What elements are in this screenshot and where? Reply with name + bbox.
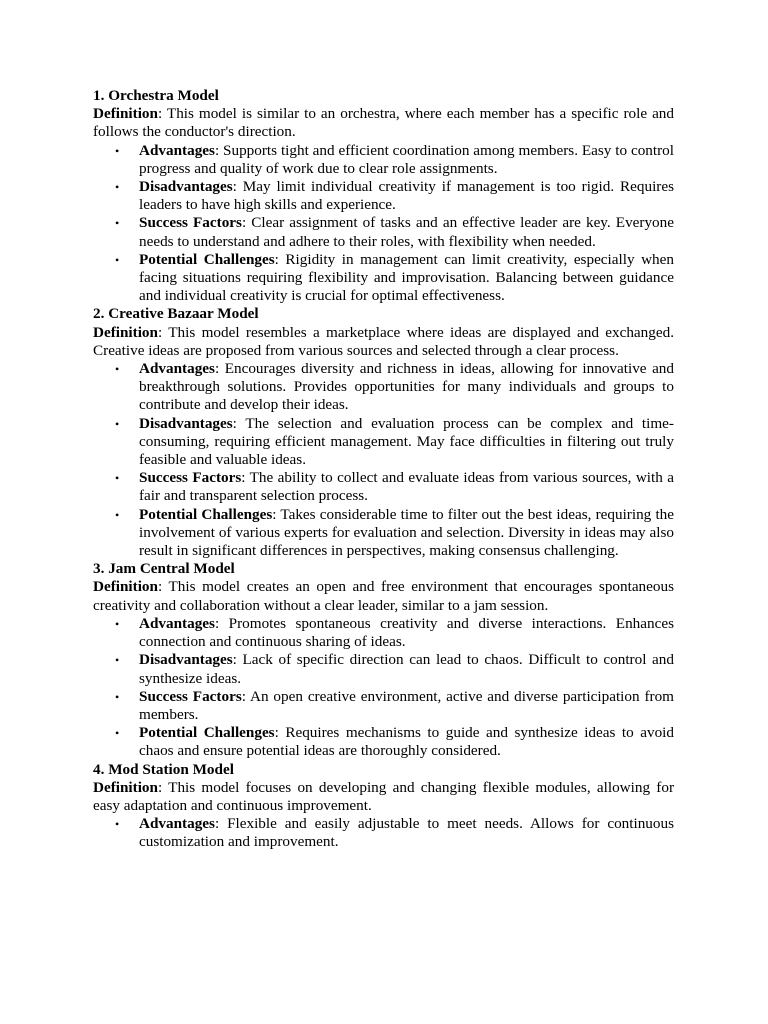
list-item xyxy=(93,688,674,724)
model-section xyxy=(93,305,674,560)
list-item xyxy=(93,142,674,178)
definition-text: : This model creates an open and free environment that encourages spontaneous creativity and collaboration without a clear leader, similar to a jam session. xyxy=(93,578,674,614)
bullet-icon: • xyxy=(115,507,120,522)
point-text: : Requires mechanisms to guide and synthesize ideas to avoid chaos and ensure potential ideas are thoroughly considered. xyxy=(139,724,674,760)
section-heading: 3. Jam Central Model xyxy=(93,560,235,578)
point-text: : Encourages diversity and richness in ideas, allowing for innovative and breakthrough solutions. Provides opportunities for many individuals and groups to contribute and develop their ideas. xyxy=(139,360,674,414)
list-item xyxy=(93,506,674,561)
point-text: : Flexible and easily adjustable to meet needs. Allows for continuous customization and improvement. xyxy=(139,815,674,851)
point-text: : Rigidity in management can limit creativity, especially when facing situations requiring flexibility and improvisation. Balancing between guidance and individual creativity is crucial for optimal effectiveness. xyxy=(139,250,674,305)
point-text: : An open creative environment, active and diverse participation from members. xyxy=(139,687,674,723)
definition-paragraph xyxy=(93,324,674,360)
point-text: : Lack of specific direction can lead to chaos. Difficult to control and synthesize ideas. xyxy=(139,651,674,687)
point-label: Disadvantages xyxy=(139,178,233,196)
definition-text: : This model resembles a marketplace where ideas are displayed and exchanged. Creative ideas are proposed from various sources and selected through a clear process. xyxy=(93,323,674,359)
bullet-icon: • xyxy=(115,216,120,231)
definition-label: Definition xyxy=(93,323,158,341)
definition-paragraph xyxy=(93,578,674,614)
list-item xyxy=(93,251,674,306)
point-label: Success Factors xyxy=(139,214,242,232)
point-label: Success Factors xyxy=(139,469,242,487)
document-body xyxy=(93,87,674,852)
definition-label: Definition xyxy=(93,578,158,596)
point-text: : The selection and evaluation process can be complex and time-consuming, requiring efficient management. May face difficulties in filtering out truly feasible and valuable ideas. xyxy=(139,414,674,469)
point-text: : Takes considerable time to filter out the best ideas, requiring the involvement of various experts for evaluation and selection. Diversity in ideas may also result in significant differences in perspectives, making consensus challenging. xyxy=(139,505,674,560)
point-label: Potential Challenges xyxy=(139,505,273,523)
point-text: : Clear assignment of tasks and an effective leader are key. Everyone needs to understand and adhere to their roles, with flexibility when needed. xyxy=(139,214,674,250)
list-item xyxy=(93,214,674,250)
point-label: Advantages xyxy=(139,815,215,833)
point-label: Advantages xyxy=(139,614,215,632)
list-item xyxy=(93,360,674,415)
point-text: : The ability to collect and evaluate ideas from various sources, with a fair and transparent selection process. xyxy=(139,469,674,505)
point-label: Potential Challenges xyxy=(139,250,275,268)
section-heading: 1. Orchestra Model xyxy=(93,87,219,104)
bullet-list xyxy=(93,615,674,761)
list-item xyxy=(93,615,674,651)
bullet-icon: • xyxy=(115,653,120,668)
bullet-list xyxy=(93,142,674,306)
bullet-icon: • xyxy=(115,471,120,486)
point-text: : Promotes spontaneous creativity and diverse interactions. Enhances connection and continuous sharing of ideas. xyxy=(139,614,674,651)
point-text: : May limit individual creativity if management is too rigid. Requires leaders to have high skills and experience. xyxy=(139,178,674,214)
definition-text: : This model is similar to an orchestra, where each member has a specific role and follows the conductor's direction. xyxy=(93,105,674,141)
point-label: Potential Challenges xyxy=(139,724,275,742)
definition-label: Definition xyxy=(93,105,158,123)
section-heading: 4. Mod Station Model xyxy=(93,760,234,778)
list-item xyxy=(93,469,674,505)
point-label: Success Factors xyxy=(139,687,242,705)
definition-text: : This model focuses on developing and changing flexible modules, allowing for easy adaptation and continuous improvement. xyxy=(93,778,674,814)
point-text: : Supports tight and efficient coordination among members. Easy to control progress and quality of work due to clear role assignments. xyxy=(139,141,674,177)
list-item xyxy=(93,178,674,214)
bullet-icon: • xyxy=(115,817,120,832)
model-section xyxy=(93,560,674,760)
bullet-icon: • xyxy=(115,180,120,195)
list-item xyxy=(93,815,674,851)
bullet-icon: • xyxy=(115,616,120,631)
point-label: Advantages xyxy=(139,360,215,378)
model-section xyxy=(93,761,674,852)
bullet-icon: • xyxy=(115,689,120,704)
list-item xyxy=(93,724,674,760)
bullet-list xyxy=(93,815,674,851)
point-label: Disadvantages xyxy=(139,651,233,669)
definition-paragraph xyxy=(93,779,674,815)
list-item xyxy=(93,651,674,687)
list-item xyxy=(93,415,674,470)
bullet-list xyxy=(93,360,674,560)
section-heading: 2. Creative Bazaar Model xyxy=(93,305,259,323)
definition-label: Definition xyxy=(93,778,158,796)
model-section xyxy=(93,87,674,305)
bullet-icon: • xyxy=(115,143,120,158)
bullet-icon: • xyxy=(115,252,120,267)
definition-paragraph xyxy=(93,105,674,141)
bullet-icon: • xyxy=(115,726,120,741)
bullet-icon: • xyxy=(115,362,120,377)
bullet-icon: • xyxy=(115,416,120,431)
point-label: Advantages xyxy=(139,141,215,159)
point-label: Disadvantages xyxy=(139,414,233,432)
